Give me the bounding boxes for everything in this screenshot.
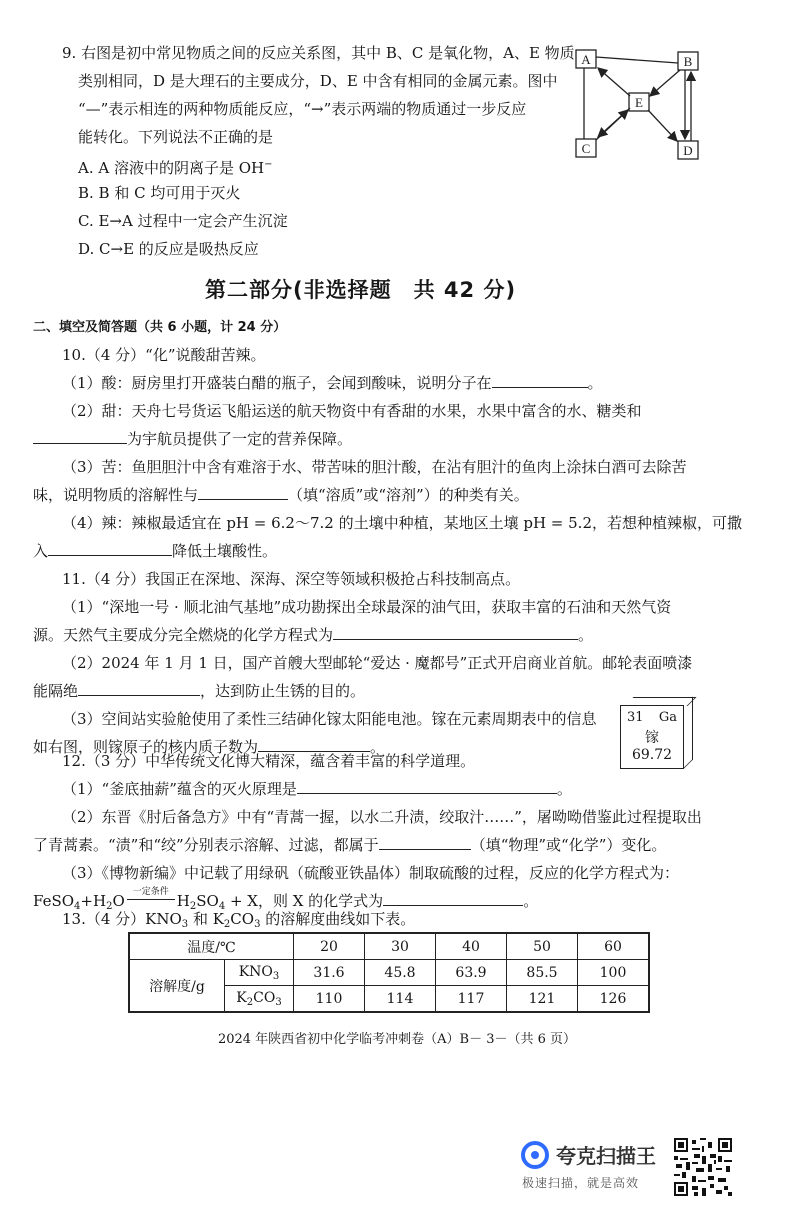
section2-title: 二、填空及简答题（共 6 小题，计 24 分） [33,320,287,335]
gallium-element-card [620,705,684,769]
q11-part2-line1: （2）2024 年 1 月 1 日，国产首艘大型邮轮“爱达 · 魔都号”正式开启商业首航。邮轮表面喷漆 [62,654,693,672]
node-b-label: B [683,54,693,69]
node-a-label: A [581,52,591,67]
q10-stem: 10.（4 分）“化”说酸甜苦辣。 [62,346,266,364]
scanner-slogan: 极速扫描，就是高效 [522,1176,640,1190]
q10-part4-line2: 入 降低土壤酸性。 [33,542,278,560]
q9-line4: 能转化。下列说法不正确的是 [78,128,274,146]
element-number: 31 [627,710,644,725]
q10-part2-line1: （2）甜：天舟七号货运飞船运送的航天物资中有香甜的水果，水果中富含的水、糖类和 [62,402,642,420]
page-footer: 2024 年陕西省初中化学临考冲刺卷（A）B－ 3－（共 6 页） [217,1032,577,1047]
scanner-brand: 夸克扫描王 [556,1144,656,1168]
q13-stem: 13.（4 分）$KNO_3$ 和 $K_2CO_3$ 的溶解度曲线如下表。 [62,910,416,930]
node-e-label: E [635,95,643,110]
reaction-diagram [570,44,705,166]
table-row-kno3 [129,960,649,986]
q12-stem: 12.（3 分）中华传统文化博大精深，蕴含着丰富的科学道理。 [62,752,476,770]
q11-part2-line2: 能隔绝 ，达到防止生锈的目的。 [33,682,366,700]
q10-part2-line2: 为宇航员提供了一定的营养保障。 [33,429,352,449]
table-row-temperature [129,933,649,960]
edge-e-c [598,108,630,137]
element-symbol: Ga [658,710,677,725]
q11-stem: 11.（4 分）我国正在深地、深海、深空等领域积极抢占科技制高点。 [62,570,521,588]
edge-b-e [650,70,680,96]
k2co3-cell: 114 [365,986,436,1013]
element-mass: 69.72 [631,747,673,763]
temp-cell: 40 [436,933,507,960]
q11-part3-line1: （3）空间站实验舱使用了柔性三结砷化镓太阳能电池。镓在元素周期表中的信息 [62,710,597,728]
temp-cell: 60 [578,933,650,960]
q12-equation: $FeSO_4+H_2O$ 一定条件 $H_2SO_4 + X$，则 X 的化学式为 。 [33,891,538,917]
q10-part1: （1）酸：厨房里打开盛装白醋的瓶子，会闻到酸味，说明分子在 。 [62,374,603,392]
kno3-cell: 100 [578,960,650,986]
q10-part4-line1: （4）辣：辣椒最适宜在 pH = 6.2～7.2 的土壤中种植，某地区土壤 pH = 5.2，若想种植辣椒，可撒 [62,514,742,532]
kno3-cell: 45.8 [365,960,436,986]
node-d-label: D [683,143,693,158]
kno3-label: $KNO_3$ [225,960,294,986]
q12-part2-line2: 了青蒿素。“渍”和“绞”分别表示溶解、过滤，都属于 （填“物理”或“化学”）变化。 [33,836,667,854]
q9-option-a: A. A 溶液中的阴离子是 OH− [78,159,273,177]
q9-option-b: B. B 和 C 均可用于灭火 [78,184,241,202]
temp-header: 温度/℃ [129,933,294,960]
reaction-condition: 一定条件 [132,887,169,897]
element-name: 镓 [645,730,659,746]
q9-line2: 类别相同，D 是大理石的主要成分，D、E 中含有相同的金属元素。图中 [78,72,558,90]
q12-part2-line1: （2）东晋《肘后备急方》中有“青蒿一握，以水二升渍，绞取汁……”，屠呦呦借鉴此过程提取出 [62,808,702,826]
kno3-cell: 63.9 [436,960,507,986]
scanner-logo-icon [520,1140,550,1170]
edge-e-a [598,68,630,96]
q9-option-c: C. E→A 过程中一定会产生沉淀 [78,212,288,230]
q9-line1: 9. 右图是初中常见物质之间的反应关系图，其中 B、C 是氧化物，A、E 物质 [62,44,575,62]
edge-e-d [648,110,677,141]
temp-cell: 30 [365,933,436,960]
k2co3-cell: 121 [507,986,578,1013]
q10-part3-line1: （3）苦：鱼胆胆汁中含有难溶于水、带苦味的胆汁酸，在沾有胆汁的鱼肉上涂抹白酒可去除苦 [62,458,687,476]
kno3-cell: 85.5 [507,960,578,986]
q12-part3-line1: （3）《博物新编》中记载了用绿矾（硫酸亚铁晶体）制取硫酸的过程，反应的化学方程式为： [62,864,680,882]
edge-a-b [596,57,678,63]
q11-part1-line1: （1）“深地一号 · 顺北油气基地”成功勘探出全球最深的油气田，获取丰富的石油和天然气资 [62,598,672,616]
k2co3-label: $K_2CO_3$ [225,986,294,1013]
temp-cell: 20 [294,933,365,960]
node-c-label: C [581,141,591,156]
k2co3-cell: 117 [436,986,507,1013]
solubility-header: 溶解度/g [129,960,225,1013]
part2-title: 第二部分(非选择题 共 42 分) [205,278,517,302]
qr-code-icon [674,1138,732,1196]
kno3-cell: 31.6 [294,960,365,986]
q11-part1-line2: 源。天然气主要成分完全燃烧的化学方程式为 。 [33,626,594,644]
q11-part3-line2: 如右图，则镓原子的核内质子数为 。 [33,738,386,756]
q12-part1: （1）“釜底抽薪”蕴含的灭火原理是 。 [62,780,572,798]
k2co3-cell: 126 [578,986,650,1013]
k2co3-cell: 110 [294,986,365,1013]
temp-cell: 50 [507,933,578,960]
solubility-table [128,932,650,1013]
q10-part3-line2: 味，说明物质的溶解性与 （填“溶质”或“溶剂”）的种类有关。 [33,486,529,504]
q9-line3: “—”表示相连的两种物质能反应，“→”表示两端的物质通过一步反应 [78,100,527,118]
q9-option-d: D. C→E 的反应是吸热反应 [78,240,259,258]
